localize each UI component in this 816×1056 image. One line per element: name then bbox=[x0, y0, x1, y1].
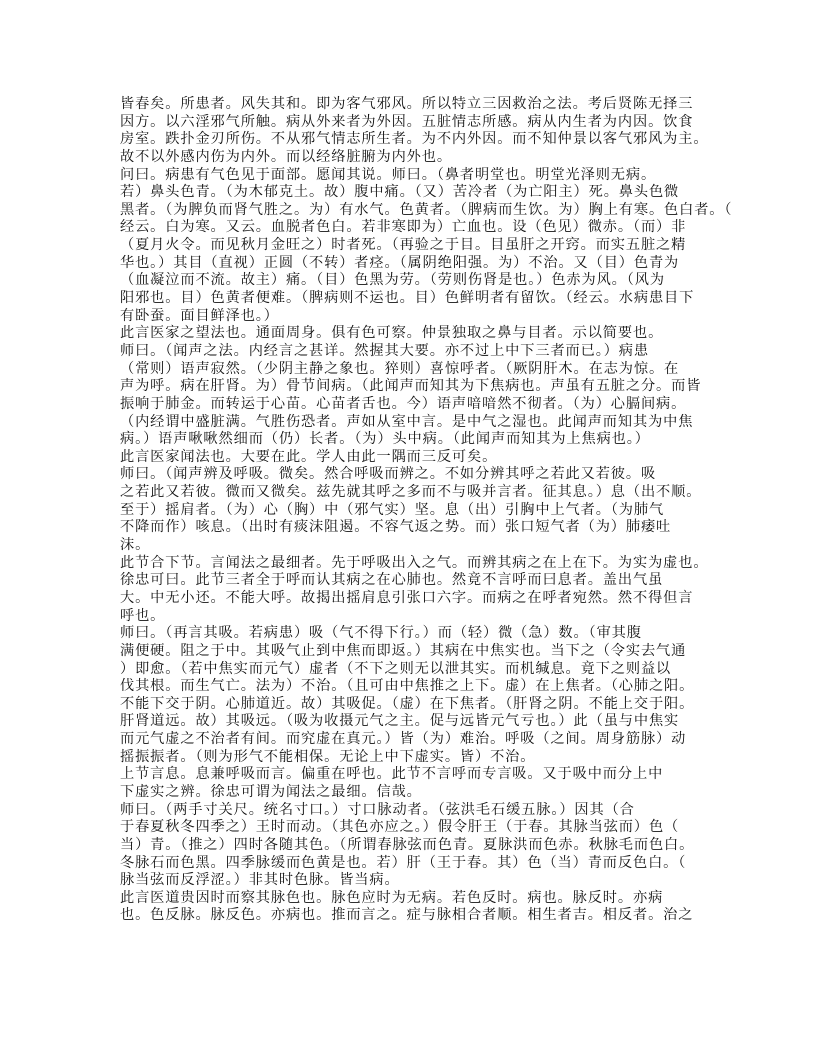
text-line: 华也。）其目（直视）正圆（不转）者痉。（属阴绝阳强。为）不治。又（目）色青为 bbox=[120, 254, 680, 271]
text-line: 肝肾道远。故）其吸远。（吸为收摄元气之主。促与远皆元气亏也。）此（虽与中焦实 bbox=[120, 713, 680, 730]
text-line: 经云。白为寒。又云。血脱者色白。若非寒即为）亡血也。设（色见）微赤。（而）非 bbox=[120, 219, 687, 236]
text-line: 当）青。（推之）四时各随其色。（所谓春脉弦而色青。夏脉洪而色赤。秋脉毛而色白。 bbox=[120, 836, 695, 853]
text-line: 摇振振者。（则为形气不能相保。无论上中下虚实。皆）不治。 bbox=[120, 748, 536, 765]
text-line: 下虚实之辨。徐忠可谓为闻法之最细。信哉。 bbox=[120, 783, 422, 800]
text-line: 此节合下节。言闻法之最细者。先于呼吸出入之气。而辨其病之在上在下。为实为虚也。 bbox=[120, 554, 709, 571]
text-line: 师曰。（闻声之法。内经言之甚详。然握其大要。亦不过上中下三者而已。）病患 bbox=[120, 342, 649, 359]
text-line: 问曰。病患有气色见于面部。愿闻其说。师曰。（鼻者明堂也。明堂光泽则无病。 bbox=[120, 166, 657, 183]
text-line: 此言医家之望法也。通面周身。俱有色可察。仲景独取之鼻与目者。示以简要也。 bbox=[120, 325, 664, 342]
text-line: 因方。以六淫邪气所触。病从外来者为外因。五脏情志所感。病从内生者为内因。饮食 bbox=[120, 113, 694, 130]
text-line: 师曰。（再言其吸。若病患）吸（气不得下行。）而（轻）微（急）数。（审其腹 bbox=[120, 625, 642, 642]
text-line: 于春夏秋冬四季之）王时而动。（其色亦应之。）假令肝王（于春。其脉当弦而）色（ bbox=[120, 819, 680, 836]
document-page bbox=[120, 96, 733, 943]
text-line: 师曰。（两手寸关尺。统名寸口。）寸口脉动者。（弦洪毛石缓五脉。）因其（合 bbox=[120, 801, 635, 818]
text-line: 师曰。（闻声辨及呼吸。微矣。然合呼吸而辨之。不如分辨其呼之若此又若彼。吸 bbox=[120, 466, 657, 483]
text-line: 不能下交于阴。心肺道近。故）其吸促。（虚）在下焦者。（肝肾之阴。不能上交于阳。 bbox=[120, 695, 695, 712]
text-line: 至于）摇肩者。（为）心（胸）中（邪气实）坚。息（出）引胸中上气者。（为肺气 bbox=[120, 501, 665, 518]
text-line: 黑者。（为脾负而肾气胜之。为）有水气。色黄者。（脾病而生饮。为）胸上有寒。色白者。（ bbox=[120, 201, 733, 218]
text-line: 不降而作）咳息。（出时有痰沫阻遏。不容气返之势。而）张口短气者（为）肺痿吐 bbox=[120, 519, 672, 536]
text-line: 满便硬。阻之于中。其吸气止到中焦而即返。）其病在中焦实也。当下之（令实去气通 bbox=[120, 642, 687, 659]
text-line: 大。中无小还。不能大呼。故揭出摇肩息引张口六字。而病之在呼者宛然。然不得但言 bbox=[120, 589, 694, 606]
text-line: 徐忠可曰。此节三者全于呼而认其病之在心肺也。然竟不言呼而曰息者。盖出气虽 bbox=[120, 572, 664, 589]
text-line: 而元气虚之不治者有间。而究虚在真元。）皆（为）难治。呼吸（之间。周身筋脉）动 bbox=[120, 731, 687, 748]
text-line: （内经谓中盛脏满。气胜伤恐者。声如从室中言。是中气之湿也。此闻声而知其为中焦 bbox=[120, 413, 694, 430]
text-line: 阳邪也。目）色黄者便难。（脾病则不运也。目）色鲜明者有留饮。（经云。水病患目下 bbox=[120, 290, 695, 307]
text-line: 故不以外感内伤为内外。而以经络脏腑为内外也。 bbox=[120, 148, 452, 165]
text-line: 房室。跌扑金刃所伤。不从邪气情志所生者。为不内外因。而不知仲景以客气邪风为主。 bbox=[120, 131, 709, 148]
text-line: 声为呼。病在肝肾。为）骨节间病。（此闻声而知其为下焦病也。声虽有五脏之分。而皆 bbox=[120, 378, 702, 395]
text-line: 冬脉石而色黑。四季脉缓而色黄是也。若）肝（王于春。其）色（当）青而反色白。（ bbox=[120, 854, 687, 871]
text-line: 上节言息。息兼呼吸而言。偏重在呼也。此节不言呼而专言吸。又于吸中而分上中 bbox=[120, 766, 664, 783]
text-line: ）即愈。（若中焦实而元气）虚者（不下之则无以泄其实。而机缄息。竟下之则益以 bbox=[120, 660, 672, 677]
text-line: 呼也。 bbox=[120, 607, 166, 624]
text-line: （常则）语声寂然。（少阴主静之象也。猝则）喜惊呼者。（厥阴肝木。在志为惊。在 bbox=[120, 360, 680, 377]
text-line: 此言医道贵因时而察其脉色也。脉色应时为无病。若色反时。病也。脉反时。亦病 bbox=[120, 889, 664, 906]
text-line: 伐其根。而生气亡。法为）不治。（且可由中焦推之上下。虚）在上焦者。（心肺之阳。 bbox=[120, 678, 695, 695]
text-line: 有卧蚕。面目鲜泽也。） bbox=[120, 307, 279, 324]
text-line: 之若此又若彼。微而又微矣。兹先就其呼之多而不与吸并言者。征其息。）息（出不顺。 bbox=[120, 484, 702, 501]
text-line: 沫。 bbox=[120, 537, 151, 554]
text-line: （夏月火令。而见秋月金旺之）时者死。（再验之于目。目虽肝之开窍。而实五脏之精 bbox=[120, 237, 687, 254]
text-line: 病。）语声啾啾然细而（仍）长者。（为）头中病。（此闻声而知其为上焦病也。） bbox=[120, 431, 650, 448]
text-line: 也。色反脉。脉反色。亦病也。推而言之。症与脉相合者顺。相生者吉。相反者。治之 bbox=[120, 907, 694, 924]
text-line: 皆春矣。所患者。风失其和。即为客气邪风。所以特立三因救治之法。考后贤陈无择三 bbox=[120, 96, 694, 112]
text-line: 脉当弦而反浮涩。）非其时色脉。皆当病。 bbox=[120, 872, 400, 889]
text-line: 振响于肺金。而转运于心苗。心苗者舌也。今）语声喑喑然不彻者。（为）心膈间病。 bbox=[120, 395, 687, 412]
text-line: （血凝泣而不流。故主）痛。（目）色黑为劳。（劳则伤肾是也。）色赤为风。（风为 bbox=[120, 272, 665, 289]
text-line: 若）鼻头色青。（为木郁克土。故）腹中痛。（又）苦冷者（为亡阳主）死。鼻头色微 bbox=[120, 184, 680, 201]
text-line bbox=[120, 925, 680, 943]
text-line: 此言医家闻法也。大要在此。学人由此一隅而三反可矣。 bbox=[120, 448, 498, 465]
